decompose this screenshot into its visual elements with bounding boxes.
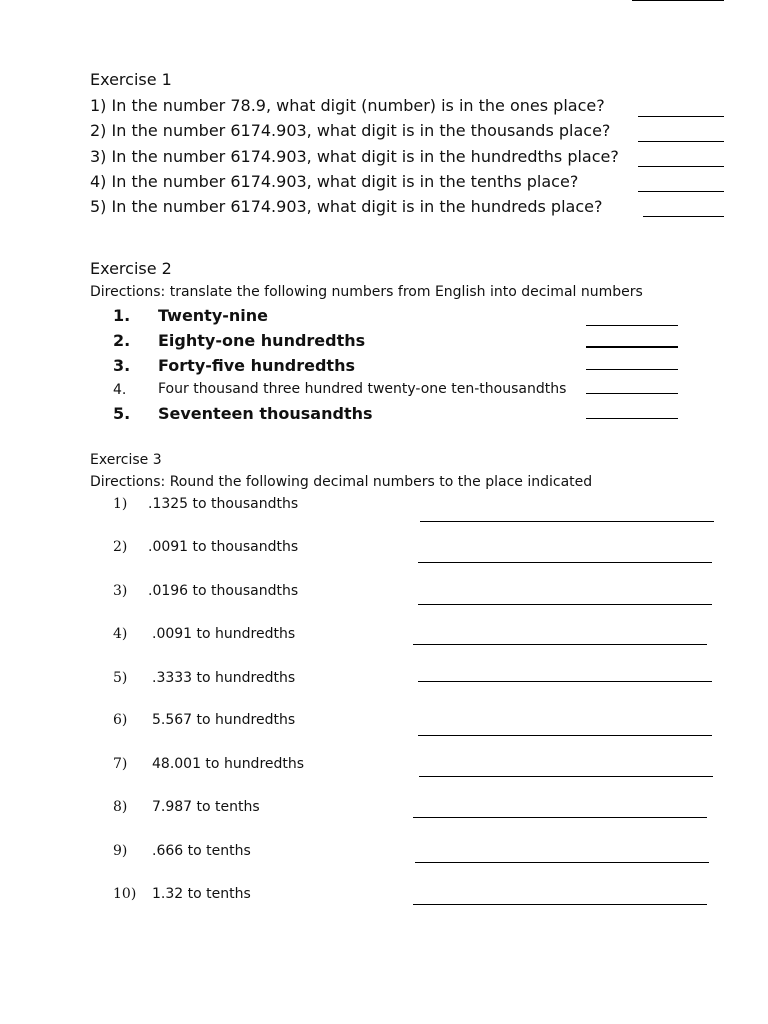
- exercise3-item-text: 1.32 to tenths: [152, 886, 251, 902]
- exercise3-item-number: 3): [113, 583, 128, 599]
- exercise2-item-number: 5.: [113, 404, 131, 423]
- exercise3-item-number: 4): [113, 626, 128, 642]
- exercise2-item-text: Forty-five hundredths: [158, 356, 355, 375]
- answer-blank[interactable]: [415, 862, 709, 863]
- exercise3-item-number: 7): [113, 756, 128, 772]
- exercise1-question: 5) In the number 6174.903, what digit is in the hundreds place?: [90, 197, 603, 216]
- exercise2-item-text: Four thousand three hundred twenty-one ten-thousandths: [158, 381, 567, 397]
- exercise1-title: Exercise 1: [90, 70, 172, 89]
- exercise2-item-number: 4.: [113, 382, 127, 398]
- exercise3-directions: Directions: Round the following decimal numbers to the place indicated: [90, 474, 593, 490]
- answer-blank[interactable]: [586, 369, 678, 370]
- exercise3-item-text: .0091 to hundredths: [152, 626, 296, 642]
- exercise3-item-number: 9): [113, 843, 128, 859]
- exercise3-item-text: .3333 to hundredths: [152, 670, 296, 686]
- answer-blank[interactable]: [638, 191, 724, 192]
- exercise3-item-text: 5.567 to hundredths: [152, 712, 296, 728]
- exercise3-item-text: 48.001 to hundredths: [152, 756, 305, 772]
- exercise2-item-number: 3.: [113, 356, 131, 375]
- answer-blank[interactable]: [420, 521, 714, 522]
- exercise2-item-text: Eighty-one hundredths: [158, 331, 366, 350]
- exercise3-item-number: 2): [113, 539, 128, 555]
- exercise1-question: 3) In the number 6174.903, what digit is in the hundredths place?: [90, 147, 619, 166]
- exercise2-item-text: Seventeen thousandths: [158, 404, 373, 423]
- answer-blank[interactable]: [586, 346, 678, 348]
- exercise3-item-text: .666 to tenths: [152, 843, 251, 859]
- header-rule: [632, 0, 724, 1]
- exercise3-item-text: .0091 to thousandths: [148, 539, 299, 555]
- answer-blank[interactable]: [643, 216, 724, 217]
- exercise3-item-text: .0196 to thousandths: [148, 583, 299, 599]
- answer-blank[interactable]: [413, 817, 707, 818]
- answer-blank[interactable]: [586, 418, 678, 419]
- answer-blank[interactable]: [586, 393, 678, 394]
- answer-blank[interactable]: [638, 116, 724, 117]
- exercise3-item-number: 1): [113, 496, 128, 512]
- exercise3-item-number: 5): [113, 670, 128, 686]
- answer-blank[interactable]: [413, 644, 707, 645]
- exercise1-question: 2) In the number 6174.903, what digit is in the thousands place?: [90, 121, 611, 140]
- exercise2-item-number: 1.: [113, 306, 131, 325]
- exercise3-item-text: 7.987 to tenths: [152, 799, 260, 815]
- exercise3-item-number: 10): [113, 886, 137, 902]
- answer-blank[interactable]: [419, 776, 713, 777]
- exercise2-directions: Directions: translate the following numbers from English into decimal numbers: [90, 284, 643, 300]
- answer-blank[interactable]: [638, 166, 724, 167]
- answer-blank[interactable]: [638, 141, 724, 142]
- exercise2-title: Exercise 2: [90, 259, 172, 278]
- answer-blank[interactable]: [418, 562, 712, 563]
- answer-blank[interactable]: [418, 735, 712, 736]
- answer-blank[interactable]: [413, 904, 707, 905]
- exercise3-title: Exercise 3: [90, 452, 162, 468]
- exercise2-item-number: 2.: [113, 331, 131, 350]
- exercise2-item-text: Twenty-nine: [158, 306, 269, 325]
- exercise3-item-text: .1325 to thousandths: [148, 496, 299, 512]
- exercise3-item-number: 8): [113, 799, 128, 815]
- exercise3-item-number: 6): [113, 712, 128, 728]
- exercise1-question: 1) In the number 78.9, what digit (number) is in the ones place?: [90, 96, 605, 115]
- answer-blank[interactable]: [418, 681, 712, 682]
- answer-blank[interactable]: [418, 604, 712, 605]
- answer-blank[interactable]: [586, 325, 678, 326]
- exercise1-question: 4) In the number 6174.903, what digit is in the tenths place?: [90, 172, 579, 191]
